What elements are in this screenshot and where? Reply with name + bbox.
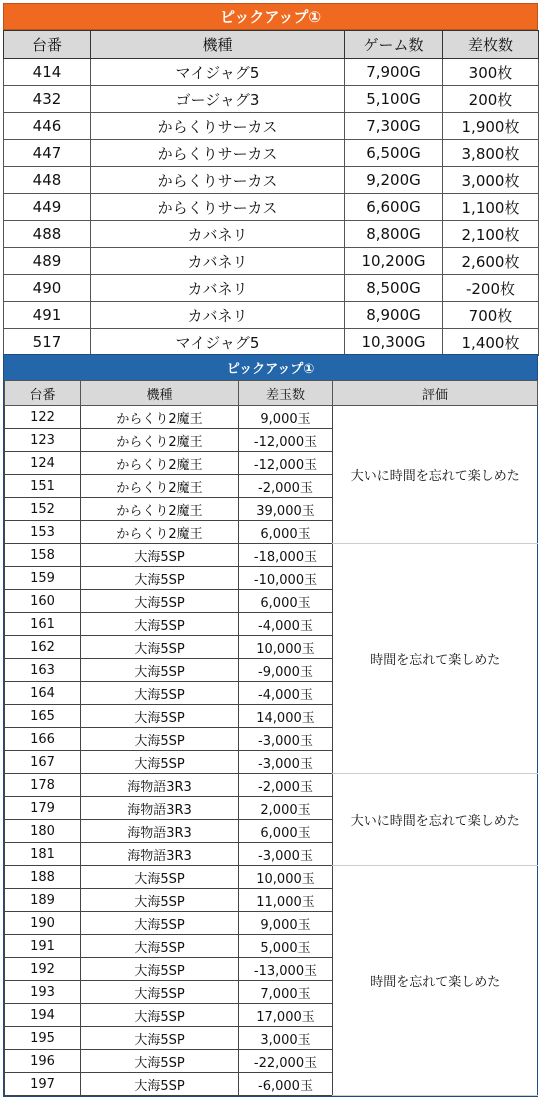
model-cell: 大海5SP: [81, 682, 239, 705]
diff-balls-cell: 10,000玉: [239, 866, 333, 889]
games-cell: 10,300G: [345, 329, 443, 356]
machine-no-cell: 123: [5, 429, 81, 452]
slot-results-table: [3, 30, 539, 356]
diff-medals-cell: 700枚: [443, 302, 539, 329]
machine-no-cell: 122: [5, 406, 81, 429]
diff-medals-cell: 1,100枚: [443, 194, 539, 221]
model-cell: 大海5SP: [81, 636, 239, 659]
model-cell: マイジャグ5: [91, 329, 345, 356]
diff-balls-cell: -6,000玉: [239, 1073, 333, 1096]
evaluation-cell: 大いに時間を忘れて楽しめた: [333, 406, 538, 544]
model-cell: からくりサーカス: [91, 167, 345, 194]
pickup-table-slots: [3, 3, 538, 356]
machine-no-cell: 192: [5, 958, 81, 981]
games-cell: 6,600G: [345, 194, 443, 221]
model-cell: 大海5SP: [81, 1073, 239, 1096]
games-cell: 9,200G: [345, 167, 443, 194]
diff-balls-cell: 9,000玉: [239, 912, 333, 935]
machine-no-cell: 196: [5, 1050, 81, 1073]
table-title: ピックアップ①: [4, 355, 537, 380]
diff-balls-cell: -3,000玉: [239, 728, 333, 751]
diff-balls-cell: -2,000玉: [239, 774, 333, 797]
model-cell: 大海5SP: [81, 1004, 239, 1027]
machine-no-cell: 124: [5, 452, 81, 475]
games-cell: 8,500G: [345, 275, 443, 302]
diff-balls-cell: 9,000玉: [239, 406, 333, 429]
machine-no-cell: 181: [5, 843, 81, 866]
machine-no-cell: 178: [5, 774, 81, 797]
games-cell: 8,900G: [345, 302, 443, 329]
games-cell: 10,200G: [345, 248, 443, 275]
diff-medals-cell: 2,600枚: [443, 248, 539, 275]
model-cell: 海物語3R3: [81, 820, 239, 843]
machine-no-cell: 447: [4, 140, 91, 167]
diff-balls-cell: -4,000玉: [239, 682, 333, 705]
col-header-model: 機種: [81, 381, 239, 406]
machine-no-cell: 432: [4, 86, 91, 113]
model-cell: 大海5SP: [81, 981, 239, 1004]
diff-balls-cell: 10,000玉: [239, 636, 333, 659]
diff-balls-cell: -3,000玉: [239, 751, 333, 774]
table-row: [4, 248, 539, 275]
diff-balls-cell: -13,000玉: [239, 958, 333, 981]
model-cell: 大海5SP: [81, 958, 239, 981]
machine-no-cell: 163: [5, 659, 81, 682]
machine-no-cell: 165: [5, 705, 81, 728]
model-cell: カバネリ: [91, 248, 345, 275]
table-row: [4, 86, 539, 113]
table-row: [5, 866, 538, 889]
evaluation-cell: 大いに時間を忘れて楽しめた: [333, 774, 538, 866]
pachinko-results-table: [4, 380, 538, 1096]
machine-no-cell: 194: [5, 1004, 81, 1027]
model-cell: マイジャグ5: [91, 59, 345, 86]
diff-medals-cell: 300枚: [443, 59, 539, 86]
machine-no-cell: 448: [4, 167, 91, 194]
diff-balls-cell: 6,000玉: [239, 820, 333, 843]
diff-medals-cell: 1,900枚: [443, 113, 539, 140]
header-row: [5, 381, 538, 406]
machine-no-cell: 489: [4, 248, 91, 275]
table-row: [4, 113, 539, 140]
table-title: ピックアップ①: [3, 3, 538, 30]
table-row: [4, 275, 539, 302]
machine-no-cell: 449: [4, 194, 91, 221]
model-cell: 大海5SP: [81, 659, 239, 682]
model-cell: カバネリ: [91, 221, 345, 248]
model-cell: からくりサーカス: [91, 140, 345, 167]
machine-no-cell: 179: [5, 797, 81, 820]
evaluation-cell: 時間を忘れて楽しめた: [333, 544, 538, 774]
table-row: [4, 140, 539, 167]
diff-balls-cell: 5,000玉: [239, 935, 333, 958]
machine-no-cell: 491: [4, 302, 91, 329]
diff-balls-cell: 11,000玉: [239, 889, 333, 912]
model-cell: 大海5SP: [81, 889, 239, 912]
model-cell: からくり2魔王: [81, 521, 239, 544]
machine-no-cell: 158: [5, 544, 81, 567]
machine-no-cell: 189: [5, 889, 81, 912]
model-cell: 大海5SP: [81, 1050, 239, 1073]
model-cell: からくりサーカス: [91, 194, 345, 221]
model-cell: からくり2魔王: [81, 475, 239, 498]
model-cell: ゴージャグ3: [91, 86, 345, 113]
machine-no-cell: 195: [5, 1027, 81, 1050]
table-row: [5, 774, 538, 797]
machine-no-cell: 414: [4, 59, 91, 86]
diff-balls-cell: 14,000玉: [239, 705, 333, 728]
table-row: [4, 167, 539, 194]
machine-no-cell: 159: [5, 567, 81, 590]
model-cell: 大海5SP: [81, 751, 239, 774]
header-row: [4, 31, 539, 59]
machine-no-cell: 152: [5, 498, 81, 521]
table-row: [4, 221, 539, 248]
model-cell: 大海5SP: [81, 912, 239, 935]
col-header-diff-balls: 差玉数: [239, 381, 333, 406]
machine-no-cell: 490: [4, 275, 91, 302]
col-header-evaluation: 評価: [333, 381, 538, 406]
table-row: [5, 544, 538, 567]
diff-medals-cell: 3,000枚: [443, 167, 539, 194]
machine-no-cell: 488: [4, 221, 91, 248]
diff-balls-cell: 17,000玉: [239, 1004, 333, 1027]
machine-no-cell: 446: [4, 113, 91, 140]
machine-no-cell: 191: [5, 935, 81, 958]
diff-balls-cell: -18,000玉: [239, 544, 333, 567]
diff-medals-cell: -200枚: [443, 275, 539, 302]
model-cell: 大海5SP: [81, 567, 239, 590]
machine-no-cell: 188: [5, 866, 81, 889]
model-cell: 大海5SP: [81, 705, 239, 728]
model-cell: からくり2魔王: [81, 429, 239, 452]
machine-no-cell: 160: [5, 590, 81, 613]
machine-no-cell: 153: [5, 521, 81, 544]
diff-balls-cell: 2,000玉: [239, 797, 333, 820]
diff-balls-cell: -2,000玉: [239, 475, 333, 498]
model-cell: からくり2魔王: [81, 406, 239, 429]
table-row: [4, 194, 539, 221]
machine-no-cell: 180: [5, 820, 81, 843]
machine-no-cell: 166: [5, 728, 81, 751]
evaluation-cell: 時間を忘れて楽しめた: [333, 866, 538, 1096]
model-cell: 大海5SP: [81, 1027, 239, 1050]
diff-balls-cell: -3,000玉: [239, 843, 333, 866]
diff-medals-cell: 2,100枚: [443, 221, 539, 248]
machine-no-cell: 151: [5, 475, 81, 498]
table-row: [4, 329, 539, 356]
model-cell: 大海5SP: [81, 544, 239, 567]
diff-balls-cell: 7,000玉: [239, 981, 333, 1004]
diff-balls-cell: -12,000玉: [239, 429, 333, 452]
model-cell: カバネリ: [91, 275, 345, 302]
games-cell: 7,900G: [345, 59, 443, 86]
col-header-machine-no: 台番: [4, 31, 91, 59]
model-cell: 海物語3R3: [81, 774, 239, 797]
machine-no-cell: 197: [5, 1073, 81, 1096]
col-header-games: ゲーム数: [345, 31, 443, 59]
machine-no-cell: 167: [5, 751, 81, 774]
machine-no-cell: 190: [5, 912, 81, 935]
games-cell: 6,500G: [345, 140, 443, 167]
diff-balls-cell: -12,000玉: [239, 452, 333, 475]
machine-no-cell: 161: [5, 613, 81, 636]
machine-no-cell: 162: [5, 636, 81, 659]
diff-balls-cell: 39,000玉: [239, 498, 333, 521]
col-header-model: 機種: [91, 31, 345, 59]
games-cell: 8,800G: [345, 221, 443, 248]
col-header-machine-no: 台番: [5, 381, 81, 406]
model-cell: からくり2魔王: [81, 498, 239, 521]
diff-balls-cell: -9,000玉: [239, 659, 333, 682]
games-cell: 5,100G: [345, 86, 443, 113]
diff-balls-cell: 6,000玉: [239, 590, 333, 613]
model-cell: 大海5SP: [81, 935, 239, 958]
model-cell: からくり2魔王: [81, 452, 239, 475]
model-cell: 海物語3R3: [81, 843, 239, 866]
model-cell: 大海5SP: [81, 728, 239, 751]
diff-balls-cell: -10,000玉: [239, 567, 333, 590]
table-row: [4, 59, 539, 86]
model-cell: 海物語3R3: [81, 797, 239, 820]
model-cell: 大海5SP: [81, 866, 239, 889]
diff-medals-cell: 1,400枚: [443, 329, 539, 356]
pickup-table-pachinko: [3, 354, 538, 1097]
diff-balls-cell: -22,000玉: [239, 1050, 333, 1073]
table-row: [5, 406, 538, 429]
table-row: [4, 302, 539, 329]
model-cell: カバネリ: [91, 302, 345, 329]
diff-balls-cell: 3,000玉: [239, 1027, 333, 1050]
model-cell: からくりサーカス: [91, 113, 345, 140]
games-cell: 7,300G: [345, 113, 443, 140]
machine-no-cell: 193: [5, 981, 81, 1004]
diff-medals-cell: 3,800枚: [443, 140, 539, 167]
machine-no-cell: 517: [4, 329, 91, 356]
diff-balls-cell: -4,000玉: [239, 613, 333, 636]
machine-no-cell: 164: [5, 682, 81, 705]
model-cell: 大海5SP: [81, 613, 239, 636]
col-header-diff-medals: 差枚数: [443, 31, 539, 59]
model-cell: 大海5SP: [81, 590, 239, 613]
diff-balls-cell: 6,000玉: [239, 521, 333, 544]
diff-medals-cell: 200枚: [443, 86, 539, 113]
